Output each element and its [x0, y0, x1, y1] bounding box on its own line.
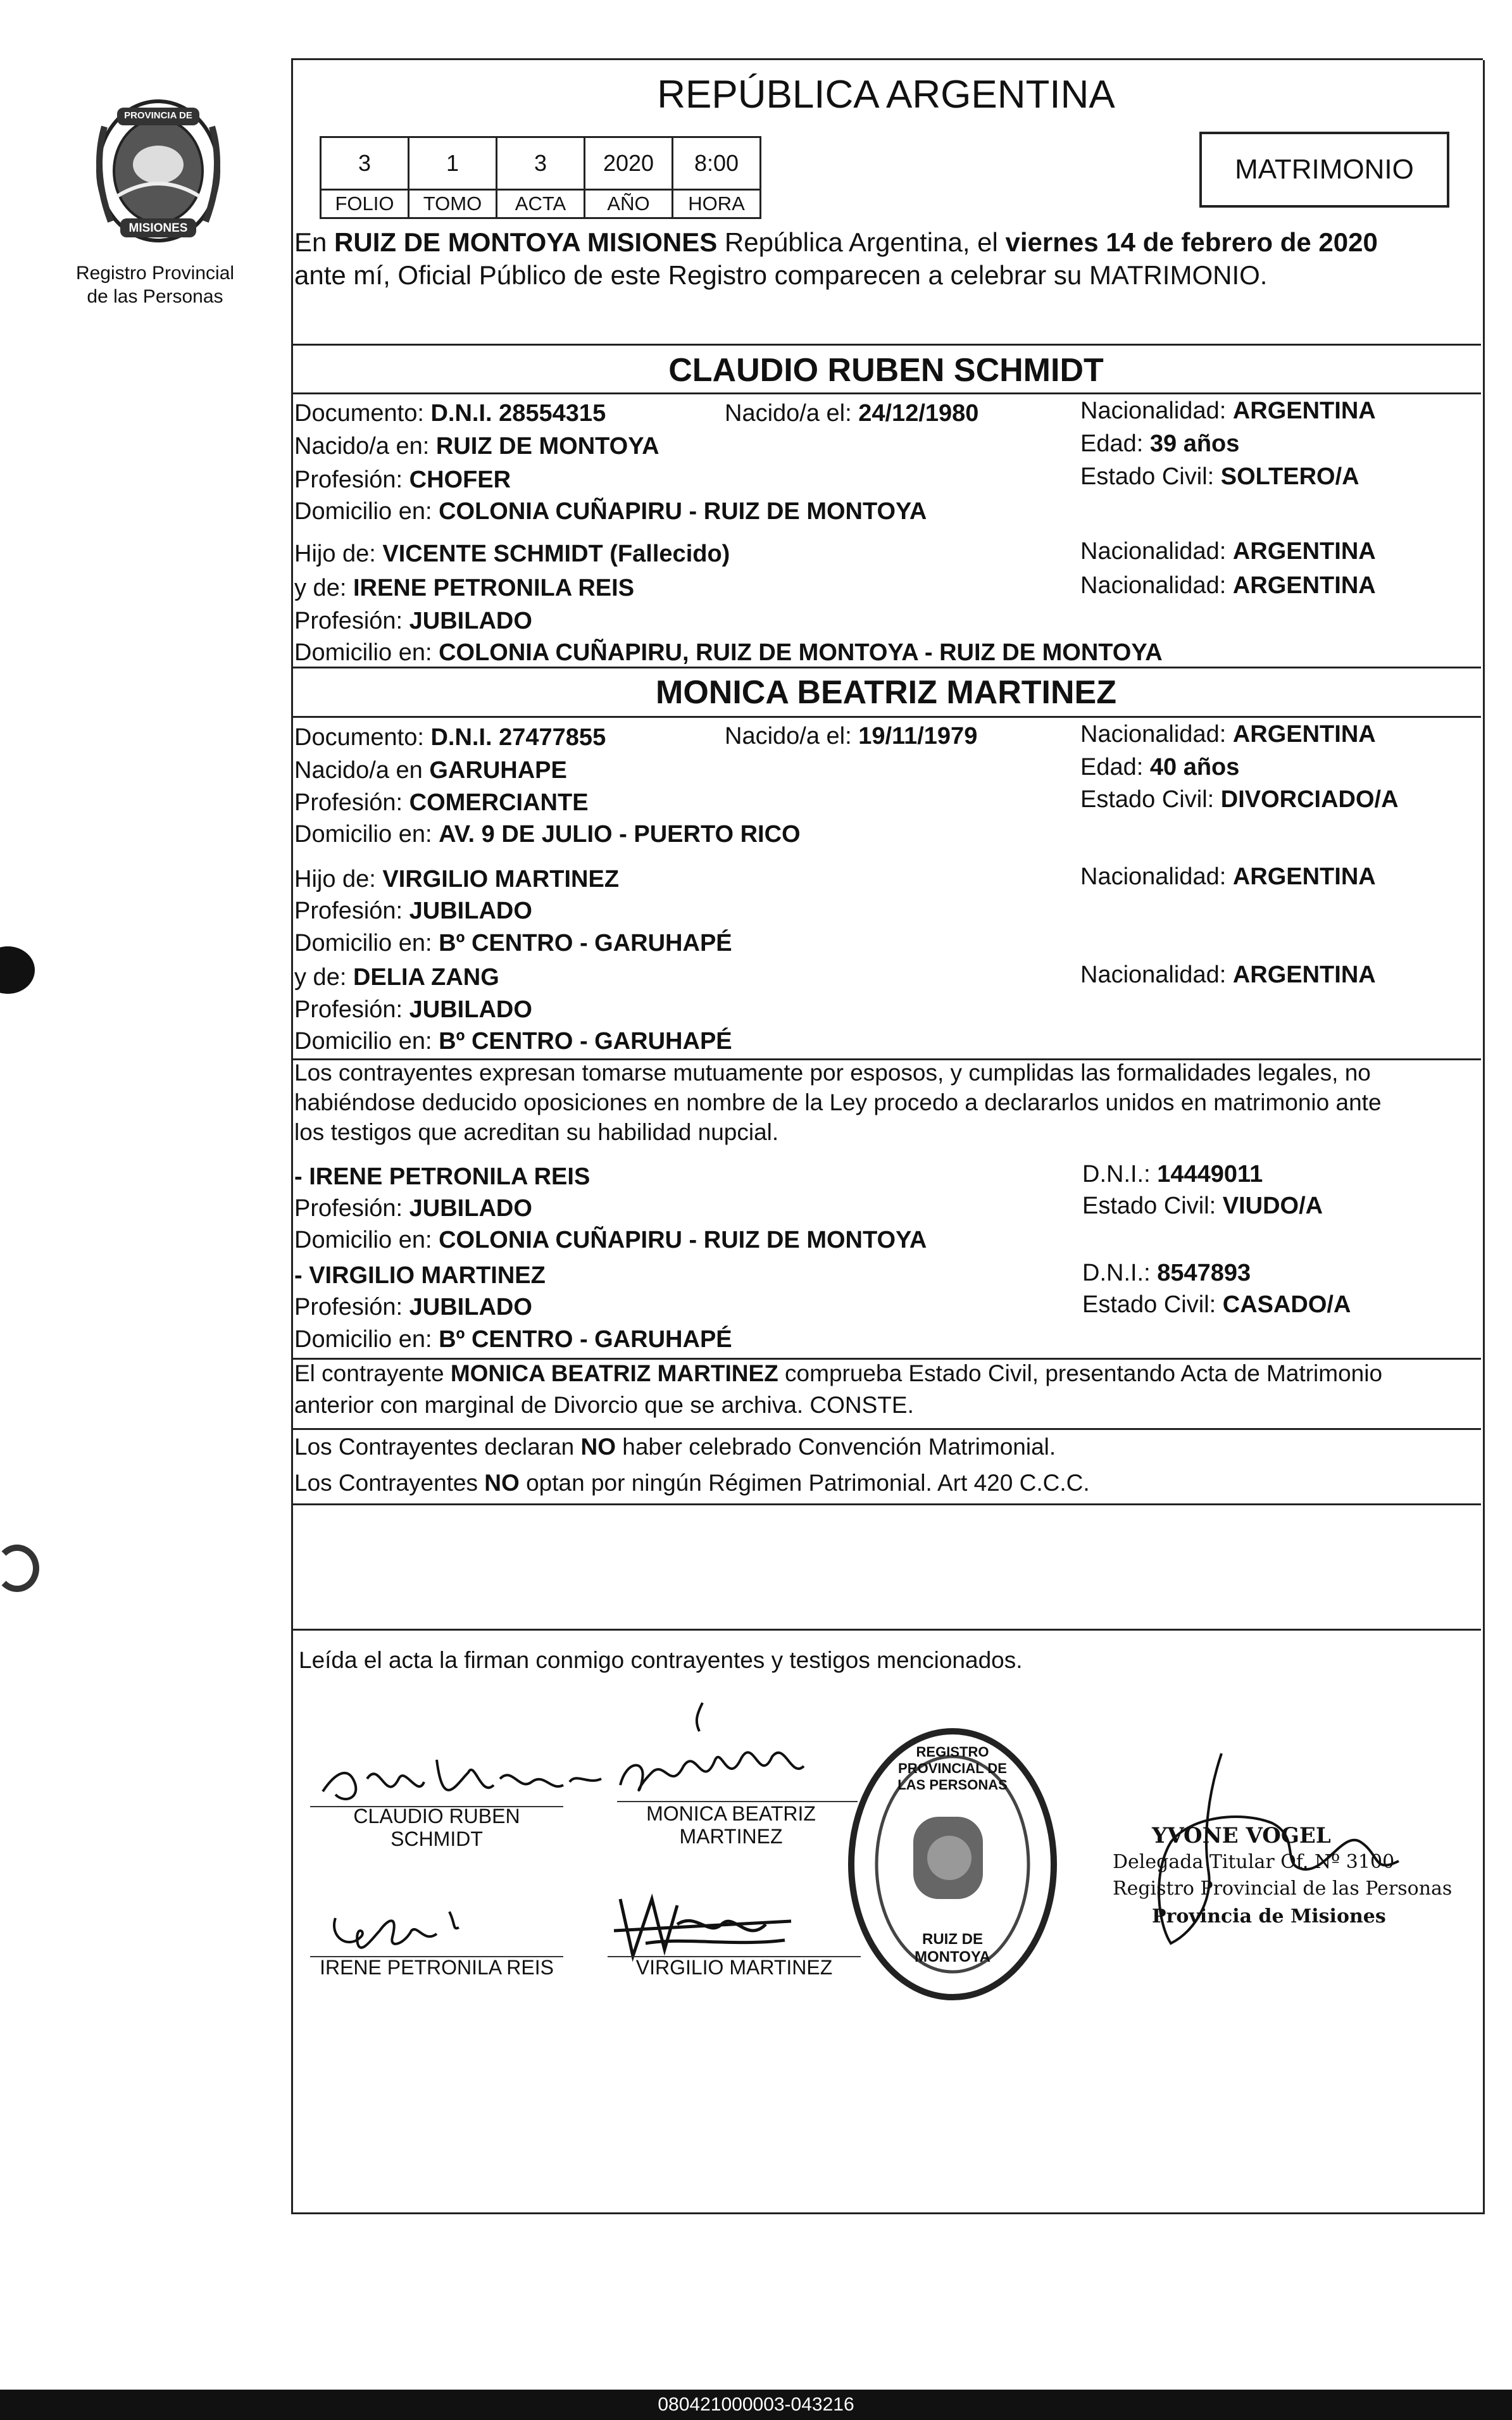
- seal-caption-2: de las Personas: [87, 286, 223, 307]
- label: Domicilio en:: [294, 930, 439, 956]
- signature-official: [1133, 1734, 1430, 1962]
- value: COLONIA CUÑAPIRU, RUIZ DE MONTOYA - RUIZ DE MONTOYA: [439, 639, 1163, 666]
- regime-line-2: [294, 1467, 1090, 1499]
- intro-line-2: ante mí, Oficial Público de este Registro comparecen a celebrar su MATRIMONIO.: [294, 260, 1268, 290]
- p1-address: [294, 496, 927, 527]
- value: DIVORCIADO/A: [1220, 786, 1399, 813]
- label: Documento:: [294, 724, 431, 751]
- label: Hijo de:: [294, 866, 383, 893]
- label: Nacionalidad:: [1080, 962, 1233, 988]
- witness1-addr: [294, 1224, 927, 1256]
- p2-father-nat: [1080, 861, 1376, 893]
- regime-text: Los Contrayentes: [294, 1470, 485, 1496]
- p1-profession: [294, 464, 511, 496]
- p2-mother-addr: [294, 1025, 732, 1057]
- label: Estado Civil:: [1080, 786, 1221, 813]
- witness1-dni: [1082, 1158, 1263, 1190]
- declaration-line-1: Los contrayentes expresan tomarse mutuamente por esposos, y cumplidas las formalidades legales, no: [294, 1060, 1371, 1086]
- witness1-name: - IRENE PETRONILA REIS: [294, 1163, 590, 1190]
- regime-text: optan por ningún Régimen Patrimonial. Art 420 C.C.C.: [519, 1470, 1090, 1496]
- p2-mother-prof: [294, 994, 532, 1025]
- frame-top: [291, 58, 1483, 60]
- p1-father: [294, 538, 730, 570]
- value: ARGENTINA: [1232, 398, 1376, 424]
- label: D.N.I.:: [1082, 1260, 1158, 1286]
- value: DELIA ZANG: [353, 964, 499, 991]
- registry-table: [320, 136, 761, 219]
- note-text: El contrayente: [294, 1360, 451, 1386]
- footer-code: 080421000003-043216: [658, 2394, 854, 2415]
- label: Nacido/a el:: [725, 723, 859, 749]
- divider: [291, 1503, 1481, 1505]
- value: JUBILADO: [409, 1195, 532, 1222]
- label: Documento:: [294, 400, 431, 427]
- intro-text: En: [294, 227, 335, 257]
- provincial-seal: [79, 89, 237, 260]
- page-title: REPÚBLICA ARGENTINA: [657, 73, 1115, 116]
- value: D.N.I. 28554315: [430, 400, 606, 427]
- p2-father-prof: [294, 895, 532, 927]
- p2-nationality: [1080, 718, 1376, 750]
- value: ARGENTINA: [1232, 538, 1376, 565]
- signatures-intro: Leída el acta la firman conmigo contrayentes y testigos mencionados.: [299, 1647, 1023, 1673]
- p1-nationality: [1080, 395, 1376, 427]
- label: Edad:: [1080, 754, 1150, 781]
- ano-label: AÑO: [585, 190, 673, 218]
- stamp-bottom-text: RUIZ DE MONTOYA: [914, 1931, 991, 1965]
- p1-born: [725, 398, 978, 429]
- value: GARUHAPE: [429, 757, 567, 784]
- folio-value: 3: [321, 137, 409, 190]
- value: 39 años: [1149, 430, 1240, 457]
- value: COMERCIANTE: [409, 789, 589, 816]
- label: Domicilio en:: [294, 639, 439, 666]
- hora-value: 8:00: [673, 137, 761, 190]
- value: AV. 9 DE JULIO - PUERTO RICO: [439, 821, 801, 848]
- value: ARGENTINA: [1232, 962, 1376, 988]
- p2-document: [294, 722, 606, 753]
- divider: [291, 716, 1481, 718]
- value: SOLTERO/A: [1220, 463, 1359, 490]
- p2-age: [1080, 751, 1239, 783]
- hora-label: HORA: [673, 190, 761, 218]
- value: ARGENTINA: [1232, 863, 1376, 890]
- signer2-name-1: MONICA BEATRIZ: [646, 1802, 816, 1825]
- value: JUBILADO: [409, 1294, 532, 1320]
- label: Profesión:: [294, 467, 409, 493]
- p1-mother-nat: [1080, 570, 1376, 601]
- punch-hole: [0, 1545, 39, 1592]
- witness2-prof: [294, 1291, 532, 1323]
- divider: [291, 344, 1481, 346]
- label: Domicilio en:: [294, 1028, 439, 1055]
- value: CHOFER: [409, 467, 511, 493]
- label: y de:: [294, 575, 353, 601]
- intro-line-1: [294, 227, 1378, 258]
- p2-father: [294, 863, 619, 895]
- value: D.N.I. 27477855: [430, 724, 606, 751]
- civil-status-note-2: anterior con marginal de Divorcio que se archiva. CONSTE.: [294, 1392, 914, 1418]
- label: Nacionalidad:: [1080, 398, 1233, 424]
- p2-mother: [294, 962, 499, 993]
- signature-virgilio: [608, 1886, 797, 1962]
- label: Profesión:: [294, 789, 409, 816]
- label: Nacido/a en: [294, 757, 430, 784]
- divider: [291, 1629, 1481, 1631]
- value: COLONIA CUÑAPIRU - RUIZ DE MONTOYA: [439, 1227, 927, 1253]
- p1-document: [294, 398, 606, 429]
- divider: [291, 392, 1481, 394]
- intro-place: RUIZ DE MONTOYA MISIONES: [334, 227, 718, 257]
- signer3-name: IRENE PETRONILA REIS: [320, 1956, 554, 1979]
- p1-parents-prof: [294, 605, 532, 637]
- label: Domicilio en:: [294, 1227, 439, 1253]
- signature-irene: [323, 1893, 487, 1962]
- label: Domicilio en:: [294, 1326, 439, 1353]
- value: ARGENTINA: [1232, 572, 1376, 599]
- acta-label: ACTA: [497, 190, 585, 218]
- party2-name: MONICA BEATRIZ MARTINEZ: [656, 674, 1116, 711]
- value: VIRGILIO MARTINEZ: [382, 866, 620, 893]
- witness2-dni: [1082, 1257, 1251, 1289]
- label: Estado Civil:: [1082, 1291, 1223, 1318]
- p1-birthplace: [294, 430, 659, 462]
- p1-father-nat: [1080, 536, 1376, 567]
- p1-age: [1080, 428, 1239, 460]
- value: JUBILADO: [409, 608, 532, 634]
- label: Profesión:: [294, 1294, 409, 1320]
- label: Nacionalidad:: [1080, 863, 1233, 890]
- value: VIUDO/A: [1222, 1193, 1323, 1219]
- value: 19/11/1979: [858, 723, 978, 749]
- value: COLONIA CUÑAPIRU - RUIZ DE MONTOYA: [439, 498, 927, 525]
- seal-bottom-text: MISIONES: [128, 222, 188, 235]
- label: Estado Civil:: [1082, 1193, 1223, 1219]
- doc-type-box: MATRIMONIO: [1199, 132, 1449, 208]
- official-name: YVONE VOGEL: [1152, 1823, 1331, 1848]
- label: Profesión:: [294, 898, 409, 924]
- value: RUIZ DE MONTOYA: [435, 433, 659, 460]
- seal-caption-1: Registro Provincial: [75, 263, 235, 284]
- regime-text: haber celebrado Convención Matrimonial.: [616, 1434, 1056, 1460]
- p2-address: [294, 818, 801, 850]
- p2-birthplace: [294, 755, 567, 786]
- tomo-label: TOMO: [409, 190, 497, 218]
- label: Domicilio en:: [294, 821, 439, 848]
- value: Bº CENTRO - GARUHAPÉ: [439, 930, 732, 956]
- label: Profesión:: [294, 1195, 409, 1222]
- label: y de:: [294, 964, 353, 991]
- value: 14449011: [1157, 1161, 1263, 1188]
- p2-born: [725, 720, 977, 752]
- p1-parents-addr: [294, 637, 1163, 668]
- regime-no: NO: [580, 1434, 616, 1460]
- signer2-name-2: MARTINEZ: [679, 1825, 783, 1848]
- ano-value: 2020: [585, 137, 673, 190]
- regime-line-1: [294, 1431, 1056, 1463]
- signature-claudio: [310, 1722, 614, 1817]
- p2-civil: [1080, 784, 1399, 815]
- stamp-top-text: REGISTRO PROVINCIAL DE LAS PERSONAS: [897, 1744, 1008, 1793]
- label: D.N.I.:: [1082, 1161, 1158, 1188]
- official-title-3: Provincia de Misiones: [1152, 1905, 1386, 1928]
- value: JUBILADO: [409, 898, 532, 924]
- witness1-civil: [1082, 1190, 1323, 1222]
- label: Nacionalidad:: [1080, 572, 1233, 599]
- witness1-prof: [294, 1193, 532, 1224]
- witness2-name: - VIRGILIO MARTINEZ: [294, 1262, 546, 1289]
- punch-hole: [0, 946, 35, 994]
- p1-civil: [1080, 461, 1359, 492]
- note-name: MONICA BEATRIZ MARTINEZ: [450, 1360, 778, 1386]
- label: Nacido/a en:: [294, 433, 436, 460]
- regime-text: Los Contrayentes declaran: [294, 1434, 581, 1460]
- signer1-name-1: CLAUDIO RUBEN: [353, 1805, 520, 1828]
- value: Bº CENTRO - GARUHAPÉ: [439, 1326, 732, 1353]
- value: 40 años: [1149, 754, 1240, 781]
- label: Edad:: [1080, 430, 1150, 457]
- value: 8547893: [1157, 1260, 1251, 1286]
- value: ARGENTINA: [1232, 721, 1376, 748]
- value: JUBILADO: [409, 996, 532, 1023]
- p2-father-addr: [294, 927, 732, 959]
- registry-stamp: [845, 1722, 1060, 2007]
- p2-profession: [294, 787, 589, 818]
- official-title-1: Delegada Titular Of. Nº 3100: [1113, 1851, 1395, 1873]
- declaration-line-2: habiéndose deducido oposiciones en nombre de la Ley procedo a declararlos unidos en matrimonio ante: [294, 1089, 1382, 1115]
- label: Hijo de:: [294, 541, 383, 567]
- intro-date: viernes 14 de febrero de 2020: [1005, 227, 1378, 257]
- note-text: comprueba Estado Civil, presentando Acta de Matrimonio: [778, 1360, 1383, 1386]
- label: Estado Civil:: [1080, 463, 1221, 490]
- value: VICENTE SCHMIDT (Fallecido): [382, 541, 730, 567]
- regime-no: NO: [484, 1470, 520, 1496]
- divider: [291, 1428, 1481, 1430]
- p2-mother-nat: [1080, 959, 1376, 991]
- folio-label: FOLIO: [321, 190, 409, 218]
- signer4-name: VIRGILIO MARTINEZ: [635, 1956, 833, 1979]
- signature-monica: [608, 1696, 816, 1804]
- declaration-line-3: los testigos que acreditan su habilidad nupcial.: [294, 1119, 779, 1145]
- value: Bº CENTRO - GARUHAPÉ: [439, 1028, 732, 1055]
- official-title-2: Registro Provincial de las Personas: [1113, 1878, 1453, 1900]
- divider: [291, 667, 1481, 668]
- label: Nacionalidad:: [1080, 721, 1233, 748]
- witness2-civil: [1082, 1289, 1351, 1320]
- label: Nacido/a el:: [725, 400, 859, 427]
- p1-mother: [294, 572, 634, 604]
- signer1-name-2: SCHMIDT: [390, 1828, 483, 1850]
- party1-name: CLAUDIO RUBEN SCHMIDT: [668, 352, 1104, 389]
- tomo-value: 1: [409, 137, 497, 190]
- value: CASADO/A: [1222, 1291, 1351, 1318]
- label: Profesión:: [294, 608, 409, 634]
- acta-value: 3: [497, 137, 585, 190]
- label: Nacionalidad:: [1080, 538, 1233, 565]
- civil-status-note-1: [294, 1358, 1382, 1389]
- label: Domicilio en:: [294, 498, 439, 525]
- value: 24/12/1980: [858, 400, 979, 427]
- intro-text: República Argentina, el: [717, 227, 1006, 257]
- witness2-addr: [294, 1324, 732, 1355]
- value: IRENE PETRONILA REIS: [353, 575, 635, 601]
- label: Profesión:: [294, 996, 409, 1023]
- seal-top-text: PROVINCIA DE: [124, 110, 192, 121]
